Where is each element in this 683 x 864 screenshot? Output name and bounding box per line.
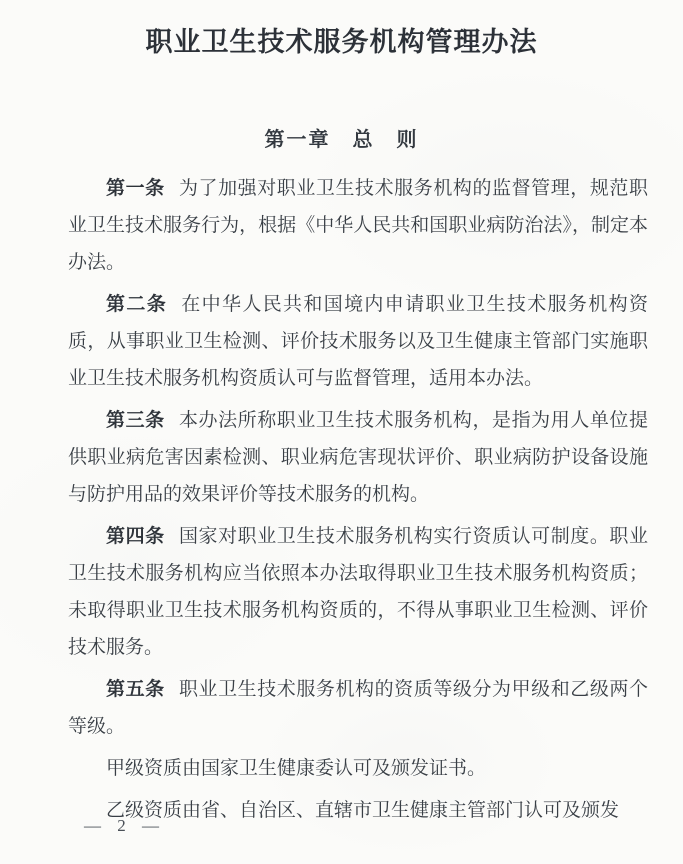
article-paragraph	[68, 671, 648, 745]
article-paragraph	[68, 170, 648, 281]
document-body	[68, 170, 648, 829]
article-paragraph	[68, 402, 648, 513]
article-text: 本办法所称职业卫生技术服务机构，是指为用人单位提供职业病危害因素检测、职业病危害现状评价、职业病防护设备设施与防护用品的效果评价等技术服务的机构。	[68, 410, 648, 505]
article-text: 职业卫生技术服务机构的资质等级分为甲级和乙级两个等级。	[68, 679, 648, 737]
document-title: 职业卫生技术服务机构管理办法	[145, 27, 538, 57]
article-paragraph	[68, 286, 648, 397]
article-text: 甲级资质由国家卫生健康委认可及颁发证书。	[106, 758, 487, 779]
article-label: 第三条	[106, 410, 165, 431]
article-text: 乙级资质由省、自治区、直辖市卫生健康主管部门认可及颁发	[106, 800, 620, 821]
article-label: 第五条	[106, 679, 165, 700]
article-paragraph	[68, 518, 648, 666]
article-text: 国家对职业卫生技术服务机构实行资质认可制度。职业卫生技术服务机构应当依照本办法取得职业卫生技术服务机构资质；未取得职业卫生技术服务机构资质的，不得从事职业卫生检测、评价技术服务。	[68, 526, 648, 658]
page-number: — 2 —	[84, 816, 165, 835]
article-text: 在中华人民共和国境内申请职业卫生技术服务机构资质，从事职业卫生检测、评价技术服务以及卫生健康主管部门实施职业卫生技术服务机构资质认可与监督管理，适用本办法。	[68, 294, 648, 389]
article-label: 第一条	[106, 178, 165, 199]
article-paragraph	[68, 750, 648, 787]
article-label: 第四条	[106, 526, 165, 547]
article-text: 为了加强对职业卫生技术服务机构的监督管理，规范职业卫生技术服务行为，根据《中华人民共和国职业病防治法》，制定本办法。	[68, 178, 648, 273]
article-label: 第二条	[106, 294, 168, 315]
chapter-heading: 第一章 总 则	[264, 129, 419, 151]
